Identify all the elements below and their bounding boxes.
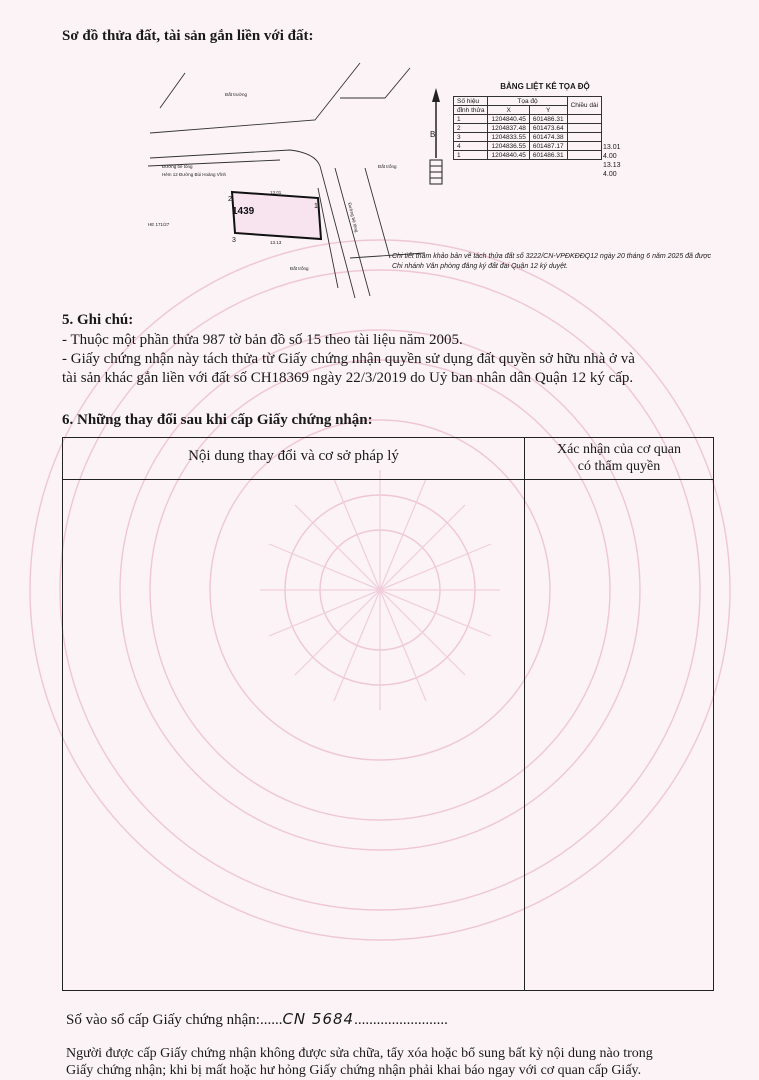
changes-col-confirm-header (525, 441, 713, 475)
registry-dots: ...... (259, 1012, 283, 1028)
coord-id: 3 (454, 133, 488, 142)
plan-note: Chi tiết tham khảo bản vẽ tách thửa đất số 3222/CN-VPĐKĐĐQ12 ngày 20 tháng 6 năm 2025 đã được Chi nhánh Văn phòng đăng ký đất đai Quận 12 ký duyệt. (392, 253, 711, 270)
section5-title: 5. Ghi chú: (62, 312, 134, 328)
coord-id: 4 (454, 142, 488, 151)
plan-label: Đường bê tông (162, 164, 193, 169)
section6-title: 6. Những thay đổi sau khi cấp Giấy chứng nhận: (62, 412, 373, 428)
table-row (454, 115, 602, 124)
table-row (454, 151, 602, 160)
coord-length: 13.01 (603, 144, 621, 151)
table-row (454, 142, 602, 151)
coord-y: 601473.64 (529, 124, 567, 133)
registry-number: CN 5684 (282, 1010, 355, 1028)
north-arrow-icon (426, 88, 446, 188)
changes-col-content-header: Nội dung thay đổi và cơ sở pháp lý (188, 448, 399, 464)
coord-y: 601486.31 (529, 151, 567, 160)
coord-id: 2 (454, 124, 488, 133)
coord-y: 601474.38 (529, 133, 567, 142)
plan-label: 13.13 (270, 240, 282, 245)
north-letter: B (430, 130, 436, 139)
coord-x: 1204836.55 (488, 142, 529, 151)
plan-label: Đất trống (378, 164, 397, 169)
coord-x: 1204833.55 (488, 133, 529, 142)
coord-header: Số hiệu (454, 97, 488, 106)
plan-label: Hẻm 12 Đường Bùi Hoàng Vĩnh (162, 172, 226, 177)
coord-len-cell (567, 133, 601, 142)
note-line: tài sản khác gắn liền với đất số CH18369 ngày 22/3/2019 do Uỷ ban nhân dân Quận 12 ký cấp. (62, 370, 634, 386)
note-line: - Giấy chứng nhận này tách thửa từ Giấy chứng nhận quyền sử dụng đất quyền sở hữu nhà ở và (62, 351, 635, 367)
coord-header: Y (529, 106, 567, 115)
coord-header: Tọa độ (488, 97, 567, 106)
plan-heading: Sơ đồ thửa đất, tài sản gắn liền với đất: (62, 28, 314, 44)
plan-label: Đất trống (290, 266, 309, 271)
coord-len-cell (567, 151, 601, 160)
table-row (454, 133, 602, 142)
vertex-label: 3 (232, 237, 236, 244)
coord-len-cell (567, 115, 601, 124)
confirm-header-line: có thẩm quyền (577, 459, 661, 474)
coord-y: 601487.17 (529, 142, 567, 151)
coord-header: X (488, 106, 529, 115)
parcel-number: 1439 (232, 206, 255, 217)
registry-label: Số vào sổ cấp Giấy chứng nhận: (66, 1012, 260, 1028)
plan-label: Đất trường (225, 92, 247, 97)
coord-header: đỉnh thửa (454, 106, 488, 115)
coord-len-cell (567, 142, 601, 151)
confirm-header-line: Xác nhận của cơ quan (556, 442, 681, 457)
coord-x: 1204840.45 (488, 115, 529, 124)
plan-label: HE 171/27 (148, 222, 170, 227)
coord-x: 1204840.45 (488, 151, 529, 160)
coord-header: Chiều dài (567, 97, 601, 115)
registry-line (66, 1010, 448, 1029)
coord-y: 601486.31 (529, 115, 567, 124)
coord-id: 1 (454, 115, 488, 124)
registry-dots: ......................... (354, 1012, 448, 1028)
coord-length: 4.00 (603, 171, 617, 178)
footer-line: Giấy chứng nhận; khi bị mất hoặc hư hỏng Giấy chứng nhận phải khai báo ngay với cơ quan cấp Giấy. (66, 1063, 642, 1078)
changes-table (62, 437, 714, 991)
coord-length: 13.13 (603, 162, 621, 169)
vertex-label: 1 (314, 203, 318, 210)
plan-label: 13.01 (270, 190, 282, 195)
coord-len-cell (567, 124, 601, 133)
coord-table-title: BẢNG LIỆT KÊ TỌA ĐỘ (500, 82, 590, 91)
footer-line: Người được cấp Giấy chứng nhận không được sửa chữa, tẩy xóa hoặc bổ sung bất kỳ nội dung nào trong (66, 1046, 653, 1061)
note-line: - Thuộc một phần thửa 987 tờ bản đồ số 15 theo tài liệu năm 2005. (62, 332, 463, 348)
plan-label: Đường bê tông (347, 202, 360, 233)
coord-table (453, 96, 602, 160)
coord-x: 1204837.48 (488, 124, 529, 133)
coord-id: 1 (454, 151, 488, 160)
coord-length: 4.00 (603, 153, 617, 160)
table-row (454, 124, 602, 133)
vertex-label: 2 (228, 196, 232, 203)
